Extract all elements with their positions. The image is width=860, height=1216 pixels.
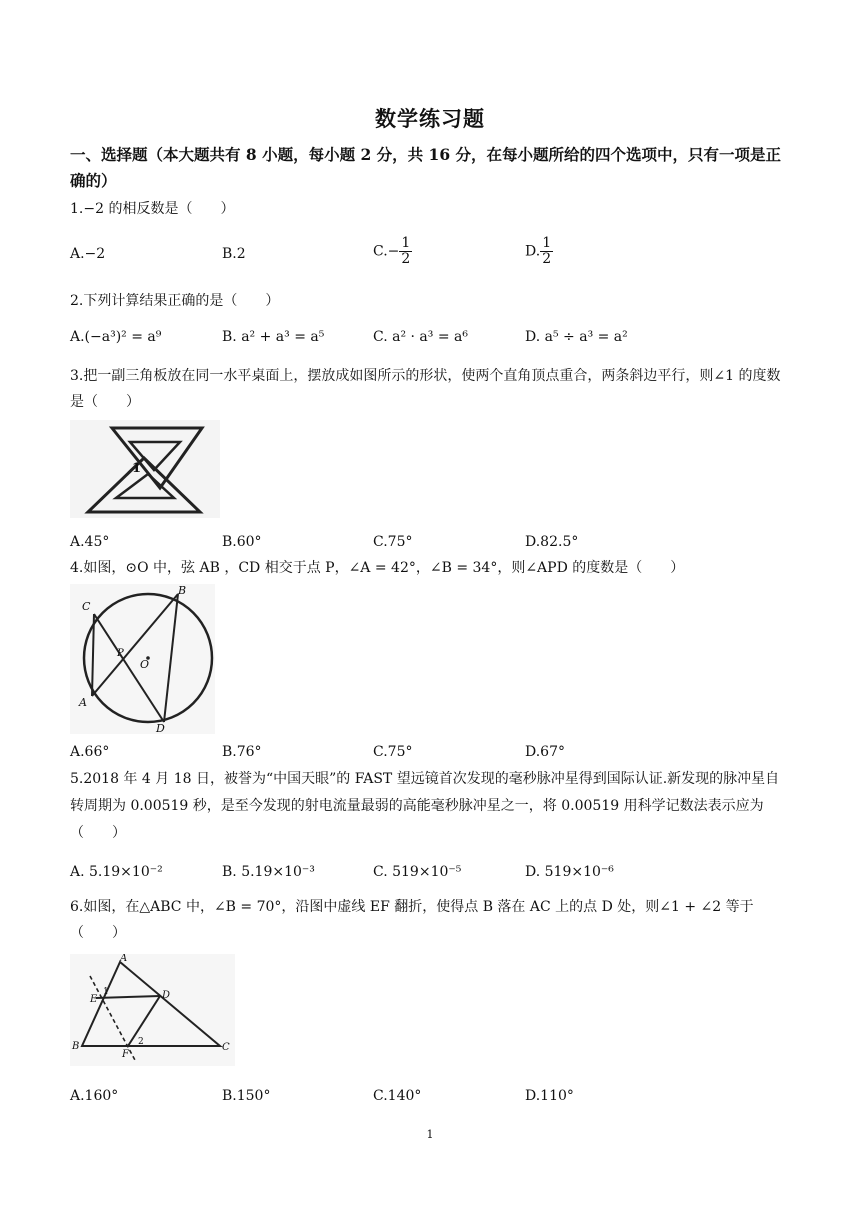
q4-circle-figure (70, 584, 215, 734)
q4-option-b: B.76° (222, 744, 262, 760)
q1-option-b: B.2 (222, 246, 246, 262)
question-4-stem: 4.如图，⊙O 中，弦 AB ，CD 相交于点 P，∠A = 42°，∠B = 34°，则∠APD 的度数是（ ） (70, 560, 685, 576)
q4-label-c: C (82, 600, 91, 613)
q6-label-f: F (122, 1049, 129, 1060)
q6-label-e: E (90, 994, 98, 1005)
q4-label-a: A (79, 696, 87, 709)
page-number: 1 (426, 1128, 434, 1141)
q6-label-2: 2 (138, 1037, 144, 1047)
q2-option-d: D. a⁵ ÷ a³ = a² (525, 329, 628, 345)
q4-label-o: O (140, 658, 150, 671)
q3-triangle-figure (70, 420, 220, 518)
section-heading: 一、选择题（本大题共有 8 小题，每小题 2 分，共 16 分，在每小题所给的四个选项中，只有一项是正确的） (70, 145, 782, 190)
question-1-stem: 1.−2 的相反数是（ ） (70, 201, 235, 217)
question-3-stem: 3.把一副三角板放在同一水平桌面上，摆放成如图所示的形状，使两个直角顶点重合，两条斜边平行，则∠1 的度数是（ ） (70, 368, 781, 410)
q5-option-d: D. 519×10⁻⁶ (525, 864, 614, 880)
q4-label-b: B (178, 584, 187, 597)
q3-option-d: D.82.5° (525, 534, 579, 550)
q1-option-a: A.−2 (70, 246, 106, 262)
q2-option-a: A.(−a³)² = a⁹ (70, 329, 162, 345)
question-2-stem: 2.下列计算结果正确的是（ ） (70, 293, 280, 309)
q6-option-c: C.140° (373, 1088, 422, 1104)
q5-option-b: B. 5.19×10⁻³ (222, 864, 315, 880)
q2-option-b: B. a² + a³ = a⁵ (222, 329, 325, 345)
q4-option-d: D.67° (525, 744, 565, 760)
question-6-stem: 6.如图，在△ABC 中，∠B = 70°，沿图中虚线 EF 翻折，使得点 B 落在 AC 上的点 D 处，则∠1 + ∠2 等于（ ） (70, 899, 754, 941)
q3-option-c: C.75° (373, 534, 413, 550)
q6-label-b: B (72, 1041, 80, 1052)
q1-option-d-prefix: D. (525, 243, 541, 260)
q4-label-p: P (117, 648, 124, 659)
q4-option-a: A.66° (70, 744, 110, 760)
q3-option-a: A.45° (70, 534, 110, 550)
q6-label-d: D (162, 990, 171, 1001)
question-5-stem: 5.2018 年 4 月 18 日，被誉为“中国天眼”的 FAST 望远镜首次发现的毫秒脉冲星得到国际认证.新发现的脉冲星自转周期为 0.00519 秒，是至今发现的射电流量最弱的高能毫秒脉冲星之一，将 0.00519 用科学记数法表示应为（ ） (70, 771, 780, 841)
q6-option-a: A.160° (70, 1088, 119, 1104)
q1-option-d-fraction (540, 236, 553, 267)
q2-option-c: C. a² · a³ = a⁶ (373, 329, 468, 345)
q6-triangle-figure (70, 954, 235, 1066)
q5-option-a: A. 5.19×10⁻² (70, 864, 163, 880)
q6-option-b: B.150° (222, 1088, 271, 1104)
q1-option-c (373, 236, 412, 267)
frac-denominator: 2 (542, 251, 552, 267)
q1-option-d (525, 236, 553, 267)
q6-option-d: D.110° (525, 1088, 574, 1104)
q3-option-b: B.60° (222, 534, 262, 550)
q6-label-1: 1 (103, 987, 109, 997)
q4-label-d: D (156, 722, 165, 734)
q1-option-c-prefix: C.− (373, 243, 400, 260)
q6-label-a: A (120, 954, 128, 964)
q6-label-c: C (222, 1042, 230, 1053)
q5-option-c: C. 519×10⁻⁵ (373, 864, 462, 880)
frac-numerator: 1 (401, 235, 411, 251)
q1-option-c-fraction (399, 236, 412, 267)
frac-numerator: 1 (542, 235, 552, 251)
q4-option-c: C.75° (373, 744, 413, 760)
q3-angle-label: 1 (132, 461, 142, 476)
document-title: 数学练习题 (375, 106, 485, 131)
frac-denominator: 2 (401, 251, 411, 267)
